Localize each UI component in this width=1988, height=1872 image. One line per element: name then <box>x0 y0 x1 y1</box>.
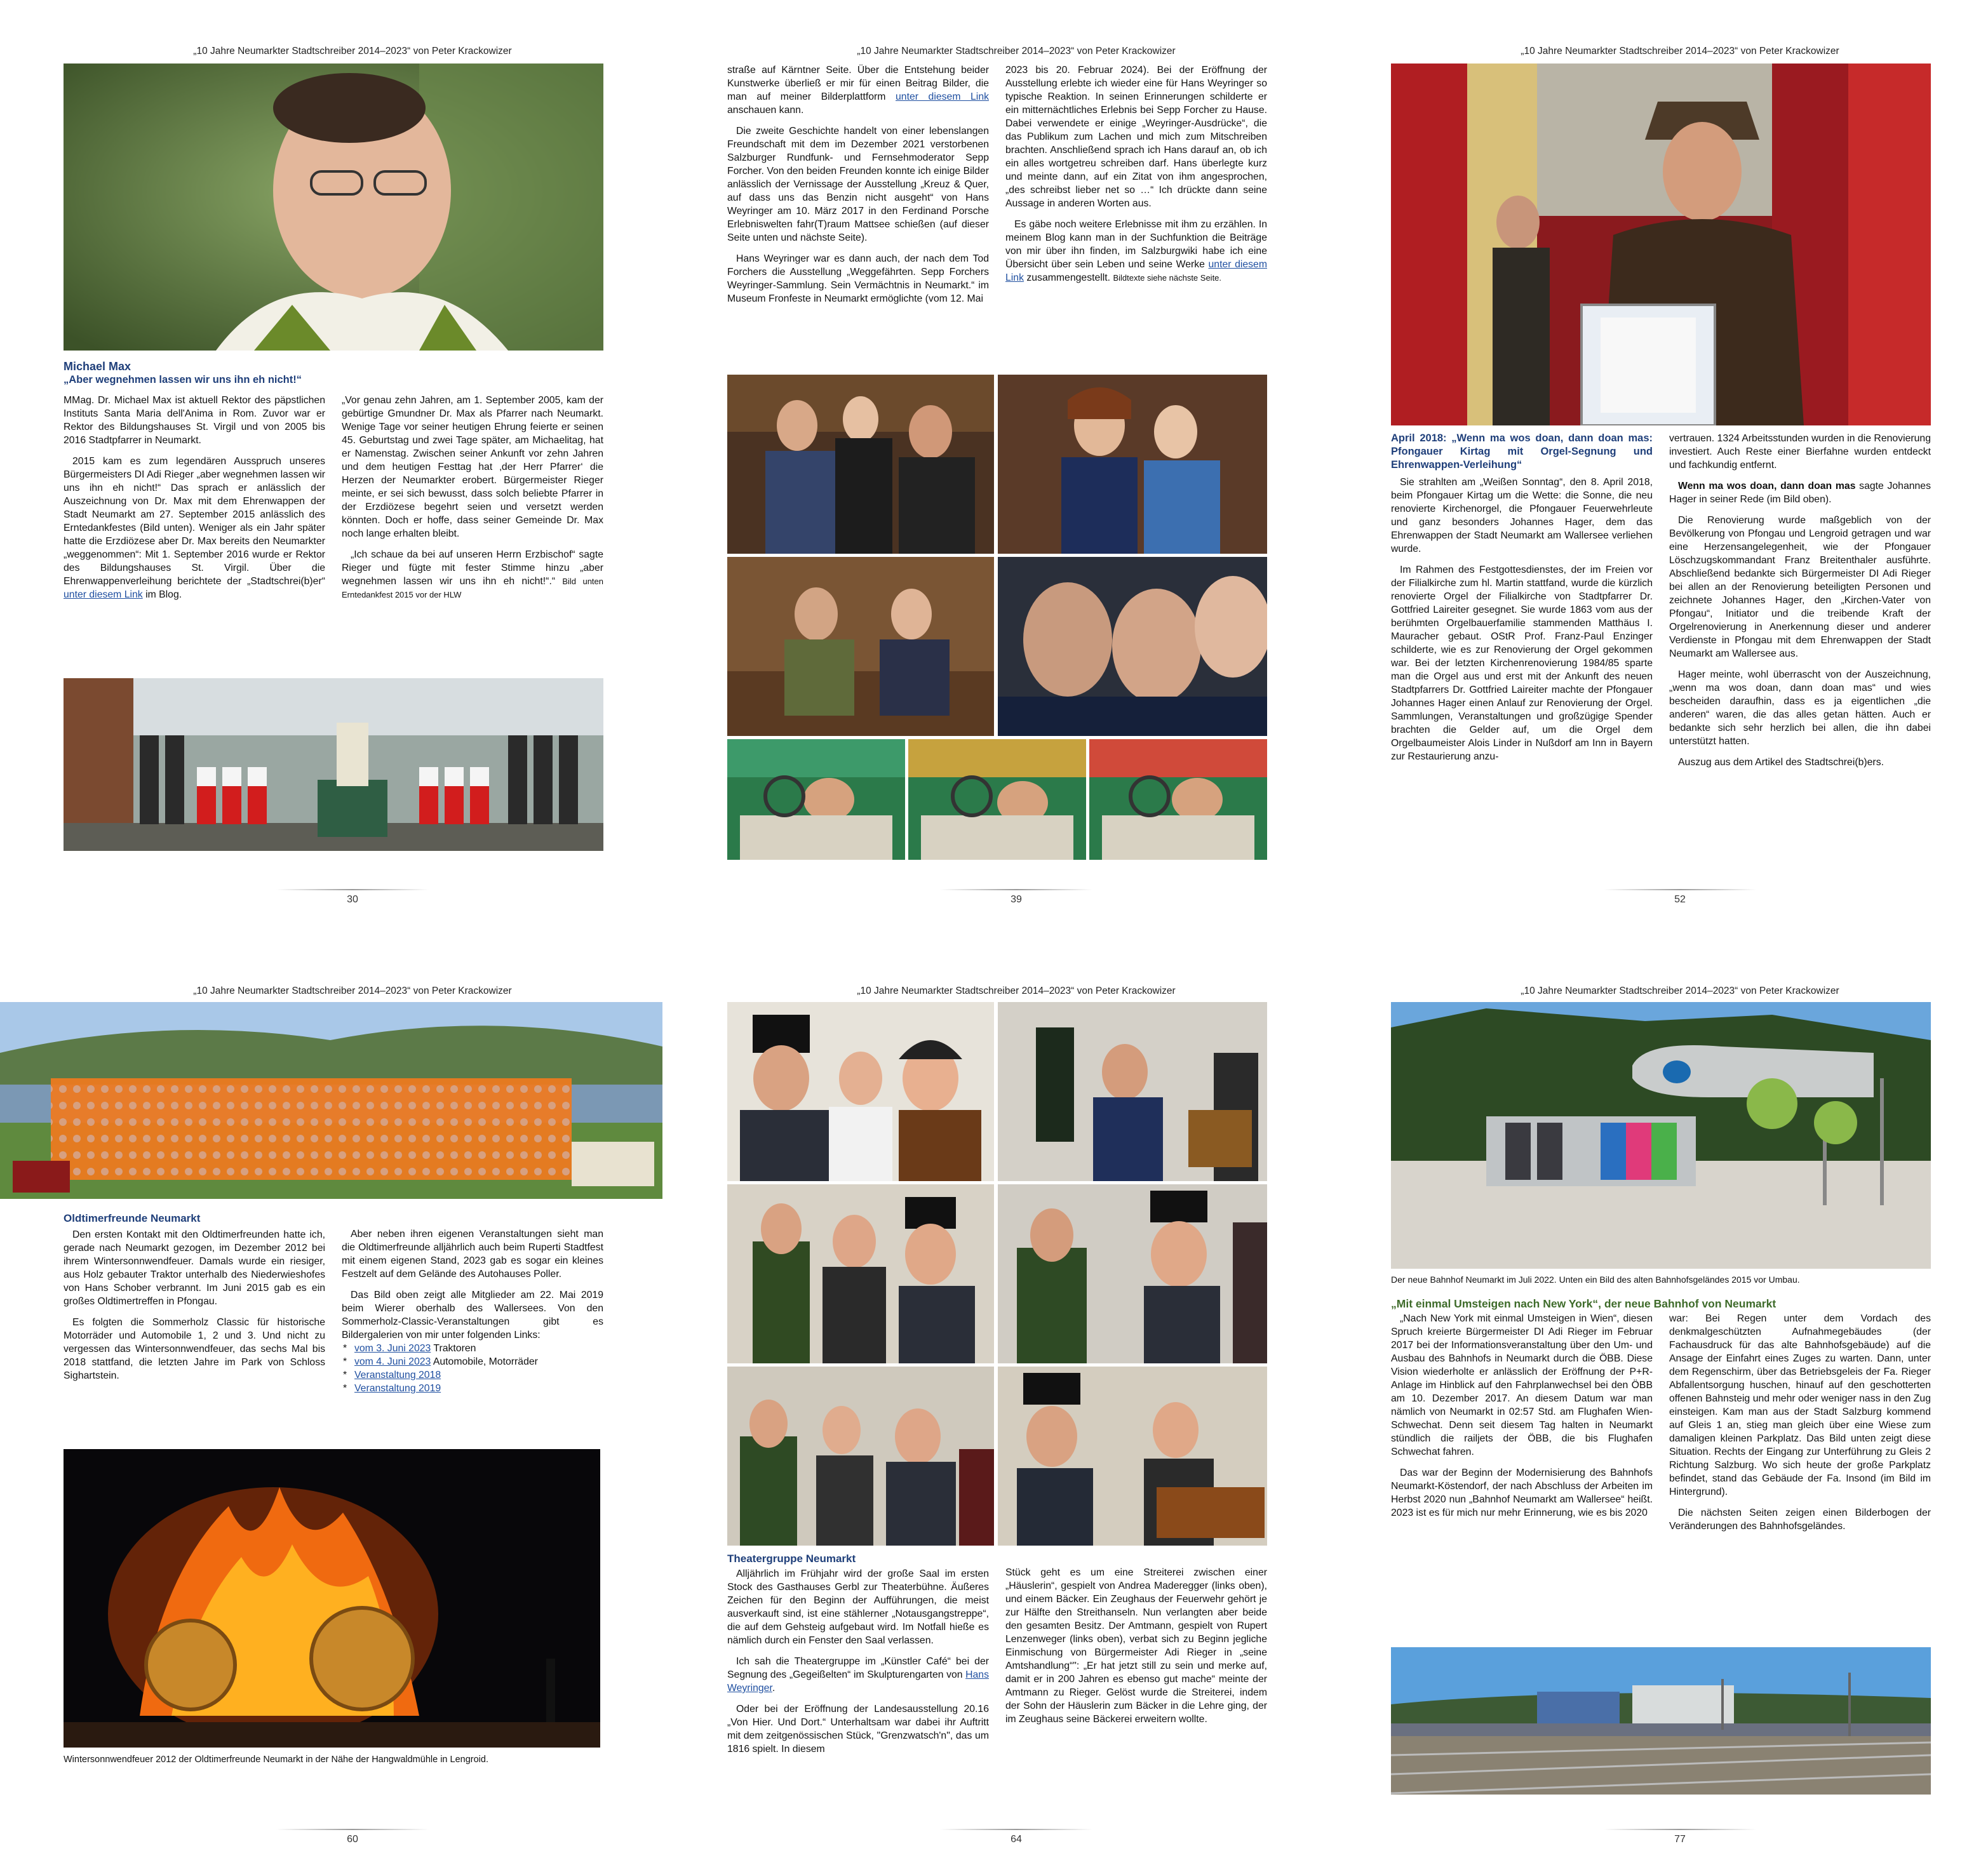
page-header: „10 Jahre Neumarkter Stadtschreiber 2014–2023“ von Peter Krackowizer <box>1521 986 1839 996</box>
photo-johannes-hager-speech <box>1391 64 1931 425</box>
section-title: „Mit einmal Umsteigen nach New York“, der neue Bahnhof von Neumarkt <box>1391 1297 1776 1310</box>
photo-car-3 <box>1089 739 1267 860</box>
paragraph: Im Rahmen des Festgottesdienstes, der im Freien vor der Filialkirche zum hl. Martin stattfand, wurde die kürzlich renovierte Orgel der Filialkirche von Stadtpfarrer Dr. Gottfried Laireiter gesegnet. Sie wurde 1863 vom aus der berühmten Orgelbauerfamilie stammenden Matthäus I. Mauracher gebaut. OStR Prof. Franz-Paul Enzinger schilderte, wie es zur Renovierung der Orgel gekommen war. Bei der letzten Kirchenrenovierung 1984/85 sparte man die Orgel aus und erst mit der Ankunft des neuen Stadtpfarrers Dr. Gottfried Laireiter machte der Pfongauer Johannes Hager einen Anlauf zur Renovierung der Orgel. Sammlungen, Veranstaltungen und großzügige Spender brachten die Gelder auf, um die Orgel dem Orgelbaumeister Alois Linder in Nußdorf am Inn in Bayern zur Restaurierung anzu- <box>1391 565 1653 762</box>
page-number-text: 52 <box>1674 894 1686 905</box>
text-column-left: Theatergruppe Neumarkt Alljährlich im Frühjahr wird der große Saal im ersten Stock des Gasthauses Gerbl zur Theaterbühne. Äußeres Zeichen für den Beginn der Aufführungen, die meist ausverkauft sind, ist eine stählerner „Notausgangstreppe“, die auf dem Gehsteig aufgebaut wird. Im Notfall hieße es nämlich durch ein Fenster den Saal verlassen. Ich sah die Theatergruppe im „Künstler Café“ bei der Segnung des „Gegeißelten“ im Skulpturengarten von Hans Weyringer. Oder bei der Eröffnung der Landesausstellung 20.16 „Von Hier. Und Dort.“ Unterhaltsam war dabei ihr Auftritt mit dem zeitgenössischen Stück, "Grenzwatsch'n", das um 1816 spielt. In diesem <box>727 1553 989 1755</box>
photo-vernissage-4 <box>998 557 1267 736</box>
paragraph-tail: anschauen kann. <box>727 105 804 116</box>
page-header: „10 Jahre Neumarkter Stadtschreiber 2014–2023“ von Peter Krackowizer <box>193 986 512 996</box>
photo-theater-6 <box>998 1367 1267 1546</box>
page-number <box>32 889 673 906</box>
text-column-right <box>342 394 603 609</box>
page-number-text: 60 <box>347 1834 358 1845</box>
gallery-link-list <box>342 1342 603 1395</box>
text-column-right <box>1669 432 1931 777</box>
photo-oldtimerfreunde-group <box>0 1002 662 1199</box>
paragraph: 2015 kam es zum legendären Ausspruch unseres Bürgermeisters DI Adi Rieger „aber wegnehmen lassen wir uns ihn eh nicht!“ Das sprach er anlässlich der Auszeichnung von Dr. Max mit dem Ehrenwappen der Stadt Neumarkt am 27. September 2015 anlässlich des Erntedankfestes (Bild unten). Weniger als ein Jahr später hatte die Erzdiözese aber Dr. Max bereits den Neumarkter „weggenommen“: Mit 1. September 2016 wurde er Rektor des Bildungshauses St. Virgil. Über die Ehrenwappenverleihung berichtete der „Stadtschrei(b)er“ <box>64 456 325 587</box>
photo-caption: Wintersonnwendfeuer 2012 der Oldtimerfreunde Neumarkt in der Nähe der Hangwaldmühle in Lengroid. <box>64 1755 488 1765</box>
photo-new-station <box>1391 1002 1931 1269</box>
paragraph: Hans Weyringer war es dann auch, der nach dem Tod Forchers die Ausstellung „Weggefährten. Sepp Forchers Weyringer-Sammlung. Sein Vermächtnis in Neumarkt.“ im Museum Fronfeste in Neumarkt ermöglichte (vom 12. Mai <box>727 253 989 304</box>
paragraph-tail: im Blog. <box>142 589 182 600</box>
paragraph: Es gäbe noch weitere Erlebnisse mit ihm zu erzählen. In meinem Blog kann man in der Suchfunktion die Beiträge von mir über ihn finden, im Salzburgwiki habe ich eine Übersicht über sein Leben und seine Werke <box>1005 219 1267 270</box>
photo-vernissage-1 <box>727 375 994 554</box>
gallery-link[interactable]: vom 3. Juni 2023 <box>354 1343 431 1354</box>
photo-wintersonnwendfeuer <box>64 1449 600 1748</box>
paragraph: Den ersten Kontakt mit den Oldtimerfreunden hatte ich, gerade nach Neumarkt gezogen, im Dezember 2012 bei ihrem Wintersonnwendfeuer. Damals wurde ein riesiger, aus Holz gebauter Traktor unterhalb des Niederwieshofes von Hans Schober verbrannt. Im Juni 2015 gab es ein großes Oldtimertreffen in Pfongau. <box>64 1229 325 1307</box>
paragraph: straße auf Kärntner Seite. Über die Entstehung beider Kunstwerke überließ er mir für einen Beitrag Bilder, die man auf meiner Bilderplattform <box>727 65 989 102</box>
page-39 <box>695 6 1337 921</box>
list-item <box>342 1342 603 1355</box>
section-title: April 2018: „Wenn ma wos doan, dann doan mas: Pfongauer Kirtag mit Orgel-Segnung und Ehrenwappen-Verleihung“ <box>1391 432 1653 471</box>
salzburgwiki-link[interactable]: unter diesem Link <box>1005 259 1267 283</box>
page-number <box>1359 889 1988 906</box>
section-title: Michael Max <box>64 360 131 373</box>
text-column-left <box>64 394 325 609</box>
page-number-text: 30 <box>347 894 358 905</box>
photo-note: Bildtexte siehe nächste Seite. <box>1113 273 1222 283</box>
paragraph: Ich sah die Theatergruppe im „Künstler Café“ bei der Segnung des „Gegeißelten“ im Skulpturengarten von <box>727 1656 989 1680</box>
paragraph: Die Renovierung wurde maßgeblich von der Bevölkerung von Pfongau und Lengroid getragen und war eine Herzensangelegenheit, wie der Pfongauer Löschzugskommandant Franz Breitenthaler ausführte. Abschließend bedankte sich Bürgermeister DI Adi Rieger bei allen an der Renovierung beteiligten Personen und zeichnete Johannes Hager, den „Kirchen-Vater von Pfongau“, Initiator und die treibende Kraft der Orgelrenovierung in Anerkennung dieser und anderer Verdienste in Pfongau mit dem Ehrenwappen der Stadt Neumarkt am Wallersee aus. <box>1669 515 1931 659</box>
bilderplattform-link[interactable]: unter diesem Link <box>896 91 989 102</box>
paragraph: „Ich schaue da bei auf unseren Herrn Erzbischof“ sagte Rieger und fügte mit fester Stimme hinzu „aber wegnehmen lassen wir uns ihn eh nicht!“.“ <box>342 549 603 587</box>
photo-erntedankfest <box>64 678 603 851</box>
paragraph: MMag. Dr. Michael Max ist aktuell Rektor des päpstlichen Instituts Santa Maria dell'Anima in Rom. Zuvor war er Rektor des Bildungshauses St. Virgil und von 2005 bis 2016 Stadtpfarrer in Neumarkt. <box>64 395 325 446</box>
photo-vernissage-2 <box>998 375 1267 554</box>
gallery-link[interactable]: Veranstaltung 2019 <box>354 1383 441 1394</box>
page-64 <box>695 946 1337 1861</box>
page-header: „10 Jahre Neumarkter Stadtschreiber 2014–2023“ von Peter Krackowizer <box>857 986 1176 996</box>
text-column-right <box>1669 1312 1931 1541</box>
list-item <box>342 1382 603 1395</box>
paragraph: Stück geht es um eine Streiterei zwischen einer „Häuslerin“, gespielt von Andrea Maderegger (links oben), und einem Bäcker. Ein Zeughaus der Feuerwehr gehört je zur Hälfte den Streithanseln. Nun verlangten aber beide den gesamten Besitz. Der Amtmann, gespielt von Rupert Lenzenweger (links oben), verbat sich zu Beginn jegliche Einmischung von Bürgermeister Adi Rieger in „seine Amtshandlung“": „Er hat jetzt still zu sein und merke auf, damit er in 200 Jahren es ebenso gut mache“ meinte der Amtmann zu Rieger. Gelöst wurde die Streiterei, indem der Sohn der Häuslerin zum Bäcker in die Lehre ging, der im Zeughaus seine Bäckerei erweitern wollte. <box>1005 1567 1267 1725</box>
gallery-link[interactable]: vom 4. Juni 2023 <box>354 1356 431 1367</box>
paragraph-tail: zusammengestellt. <box>1026 272 1111 283</box>
paragraph: Sie strahlten am „Weißen Sonntag“, den 8. April 2018, beim Pfongauer Kirtag um die Wette: die Sonne, die neu renovierte Kirchenorgel, die Pfongauer Feuerwehrleute und ganz besonders Johannes Hager, dem das Ehrenwappen der Stadt Neumarkt am Wallersee verliehen wurde. <box>1391 477 1653 554</box>
page-number <box>32 1829 673 1845</box>
paragraph-tail: sagte Johannes Hager in seiner Rede (im Bild oben). <box>1669 481 1931 505</box>
paragraph: Die zweite Geschichte handelt von einer lebenslangen Freundschaft mit dem im Dezember 2021 verstorbenen Salzburger Rundfunk- und Fernsehmoderator Sepp Forcher. Von den beiden Freunden konnte ich einige Bilder anlässlich der Vernissage der Ausstellung „Kreuz & Quer, auf dass uns das Benzin nicht ausgeht“ von Hans Weyringer am 10. März 2017 in den Ferdinand Porsche Erlebniswelten fahr(T)raum Mattsee schießen (auf dieser Seite unten und nächste Seite). <box>727 126 989 243</box>
gallery-link[interactable]: Veranstaltung 2018 <box>354 1370 441 1381</box>
photo-theater-3 <box>727 1184 994 1363</box>
photo-caption: Der neue Bahnhof Neumarkt im Juli 2022. Unten ein Bild des alten Bahnhofsgeländes 2015 vor Umbau. <box>1391 1274 1800 1285</box>
link-note: Traktoren <box>431 1343 476 1354</box>
paragraph: „Vor genau zehn Jahren, am 1. September 2005, kam der gebürtige Gmundner Dr. Max als Pfarrer nach Neumarkt. Wenige Tage vor seiner heutigen Ehrung feierte er seinen 45. Geburtstag und zwei Tage später, am Michaelitag, hat er Namenstag. Zwischen seiner Ankunft vor zehn Jahren und dem heutigen Festtag hat ‚der Herr Pfarrer‘ die Herzen der Neumarkter erobert. Bürgermeister Rieger meinte, er sei sich bewusst, dass solch beliebte Pfarrer in der Erzdiözese begehrt seien und versetzt werden könnten. Doch er hoffe, dass seiner Gemeinde Dr. Max noch lange erhalten bleibt. <box>342 395 603 539</box>
text-column-left <box>727 64 989 313</box>
quote-bold: Wenn ma wos doan, dann doan mas <box>1678 481 1856 491</box>
text-column-right <box>1005 1566 1267 1734</box>
page-30 <box>32 6 673 921</box>
photo-vernissage-3 <box>727 557 994 736</box>
text-column-left <box>1391 432 1653 771</box>
page-number <box>1359 1829 1988 1845</box>
page-header: „10 Jahre Neumarkter Stadtschreiber 2014–2023“ von Peter Krackowizer <box>1521 46 1839 57</box>
list-item <box>342 1368 603 1382</box>
list-item <box>342 1355 603 1368</box>
page-77 <box>1359 946 1988 1861</box>
page-header: „10 Jahre Neumarkter Stadtschreiber 2014–2023“ von Peter Krackowizer <box>193 46 512 57</box>
text-column-left <box>1391 1312 1653 1527</box>
paragraph: Die nächsten Seiten zeigen einen Bilderbogen der Veränderungen des Bahnhofsgeländes. <box>1669 1508 1931 1532</box>
text-column-right <box>342 1227 603 1395</box>
photo-theater-5 <box>727 1367 994 1546</box>
paragraph: Auszug aus dem Artikel des Stadtschrei(b)ers. <box>1678 757 1884 768</box>
section-title: Oldtimerfreunde Neumarkt <box>64 1212 201 1224</box>
paragraph: 2023 bis 20. Februar 2024). Bei der Eröffnung der Ausstellung erlebte ich wieder eine für Hans Weyringer so typische Reaktion. In seinen Erinnerungen schilderte er ein mitternächtliches Erlebnis bei Sepp Forcher zu Hause. Dabei verwendete er einige „Weyringer-Ausdrücke“, die das Publikum zum Lachen und mich zum Mitschreiben brachten. Anschließend sprach ich Hans darauf an, ob ich ein alles wortgetreu schreiben darf. Hans überlegte kurz und meinte dann, auf ein Zitat von ihm angesprochen, „des schreibst lieber net so …“ Ich drückte dann seine Aussage in anderen Worten aus. <box>1005 65 1267 209</box>
page-header: „10 Jahre Neumarkter Stadtschreiber 2014–2023“ von Peter Krackowizer <box>857 46 1176 57</box>
page-60 <box>0 946 673 1861</box>
page-number <box>695 889 1337 906</box>
paragraph: vertrauen. 1324 Arbeitsstunden wurden in die Renovierung investiert. Auch Reste einer Bierfahne wurden entdeckt und fachkundig entfernt. <box>1669 433 1931 471</box>
photo-car-1 <box>727 739 905 860</box>
page-number-text: 77 <box>1674 1834 1686 1845</box>
page-number-text: 64 <box>1011 1834 1022 1845</box>
page-number-text: 39 <box>1011 894 1022 905</box>
photo-note: Bild unten Erntedankfest 2015 vor der HLW <box>342 577 603 599</box>
text-column-left <box>64 1212 325 1390</box>
paragraph: „Nach New York mit einmal Umsteigen in Wien“, diesen Spruch kreierte Bürgermeister DI Adi Rieger im Februar 2017 bei der Informationsveranstaltung über den Um- und Ausbau des Bahnhofs in Neumarkt durch die ÖBB. Diese Vision wiederholte er anlässlich der Eröffnung der P+R-Anlage im Hinblick auf den Fahrplanwechsel bei den ÖBB am 10. Dezember 2017. An diesem Datum war man nämlich von Neumarkt in 02:57 Std. am Flughafen Wien-Schwechat. Denn seit diesem Tag halten in Neumarkt stündlich die railjets der ÖBB, die bis Flughafen Schwechat fahren. <box>1391 1313 1653 1457</box>
section-title: Theatergruppe Neumarkt <box>727 1553 856 1565</box>
paragraph: Alljährlich im Frühjahr wird der große Saal im ersten Stock des Gasthauses Gerbl zur Theaterbühne. Äußeres Zeichen für den Beginn der Aufführungen, die meist ausverkauft sind, ist eine stählerner „Notausgangstreppe“, die auf dem Gehsteig aufgebaut wird. Im Notfall hieße es nämlich durch ein Fenster den Saal verlassen. <box>727 1568 989 1646</box>
weyringer-link[interactable]: Hans Weyringer <box>727 1669 989 1694</box>
paragraph: Hager meinte, wohl überrascht von der Auszeichnung, „wenn ma wos doan, dann doan mas“ und wies bescheiden daraufhin, dass es ja eigentlichen „die anderen“ waren, die das alles getan hätten. Auch er bedankte sich sehr herzlich bei allen, die ihn dabei unterstützt hatten. <box>1669 669 1931 747</box>
text-column-right <box>1005 64 1267 292</box>
paragraph: Das Bild oben zeigt alle Mitglieder am 22. Mai 2019 beim Wierer oberhalb des Wallersees. Von den Sommerholz-Classic-Veranstaltungen gibt es Bildergalerien von mir unter folgenden Links: <box>342 1290 603 1340</box>
page-number <box>695 1829 1337 1845</box>
photo-theater-2 <box>998 1002 1267 1181</box>
link-note: Automobile, Motorräder <box>431 1356 538 1367</box>
page-52 <box>1359 6 1988 921</box>
photo-old-station <box>1391 1647 1931 1795</box>
paragraph: Oder bei der Eröffnung der Landesausstellung 20.16 „Von Hier. Und Dort.“ Unterhaltsam war dabei ihr Auftritt mit dem zeitgenössischen Stück, "Grenzwatsch'n", das um 1816 spielt. In diesem <box>727 1704 989 1755</box>
paragraph: Das war der Beginn der Modernisierung des Bahnhofs Neumarkt-Köstendorf, der nach Abschluss der Arbeiten im Herbst 2020 nun „Bahnhof Neumarkt am Wallersee“ heißt. 2023 ist es für mich nur mehr Erinnerung, wie es bis 2020 <box>1391 1468 1653 1518</box>
photo-theater-1 <box>727 1002 994 1181</box>
paragraph: war: Bei Regen unter dem Vordach des denkmalgeschützten Aufnahmegebäudes (der Fachausdruck für das alte Bahnhofsgebäude) auf die Ansage der Einfahrt eines Zuges zu warten. Dann, unter dem Regenschirm, über das Betriebsgeleis der Fa. Rieger Abfallentsorgung huschen, hinauf auf den geschotterten offenen Bahnsteig und mehr oder weniger nass in den Zug einsteigen. Kam man aus der Stadt Salzburg kommend auf Gleis 1 an, stieg man gleich über eine Wiese zum damaligen kleinen Parkplatz. Das Bild unten zeigt diese Situation. Rechts der Eingang zur Unterführung zu Gleis 2 Richtung Salzburg. Wo sich heute der große Parkplatz befindet, stand das Gebäude der Fa. Insond (im Bild im Hintergrund). <box>1669 1313 1931 1497</box>
blog-link[interactable]: unter diesem Link <box>64 589 143 600</box>
photo-theater-4 <box>998 1184 1267 1363</box>
section-subtitle: „Aber wegnehmen lassen wir uns ihn eh nicht!“ <box>64 374 302 385</box>
photo-car-2 <box>908 739 1086 860</box>
paragraph: Es folgten die Sommerholz Classic für historische Motorräder und Automobile 1, 2 und 3. Und nicht zu vergessen das Wintersonnwendfeuer, das sechs Mal bis 2018 stattfand, die letzten Jahre im Park von Schloss Sighartstein. <box>64 1317 325 1381</box>
paragraph: Aber neben ihren eigenen Veranstaltungen sieht man die Oldtimerfreunde alljährlich auch beim Ruperti Stadtfest mit einem eigenen Stand, 2023 gab es sogar ein kleines Festzelt auf dem Gelände des Autohauses Poller. <box>342 1229 603 1280</box>
photo-michael-max-portrait <box>64 64 603 351</box>
